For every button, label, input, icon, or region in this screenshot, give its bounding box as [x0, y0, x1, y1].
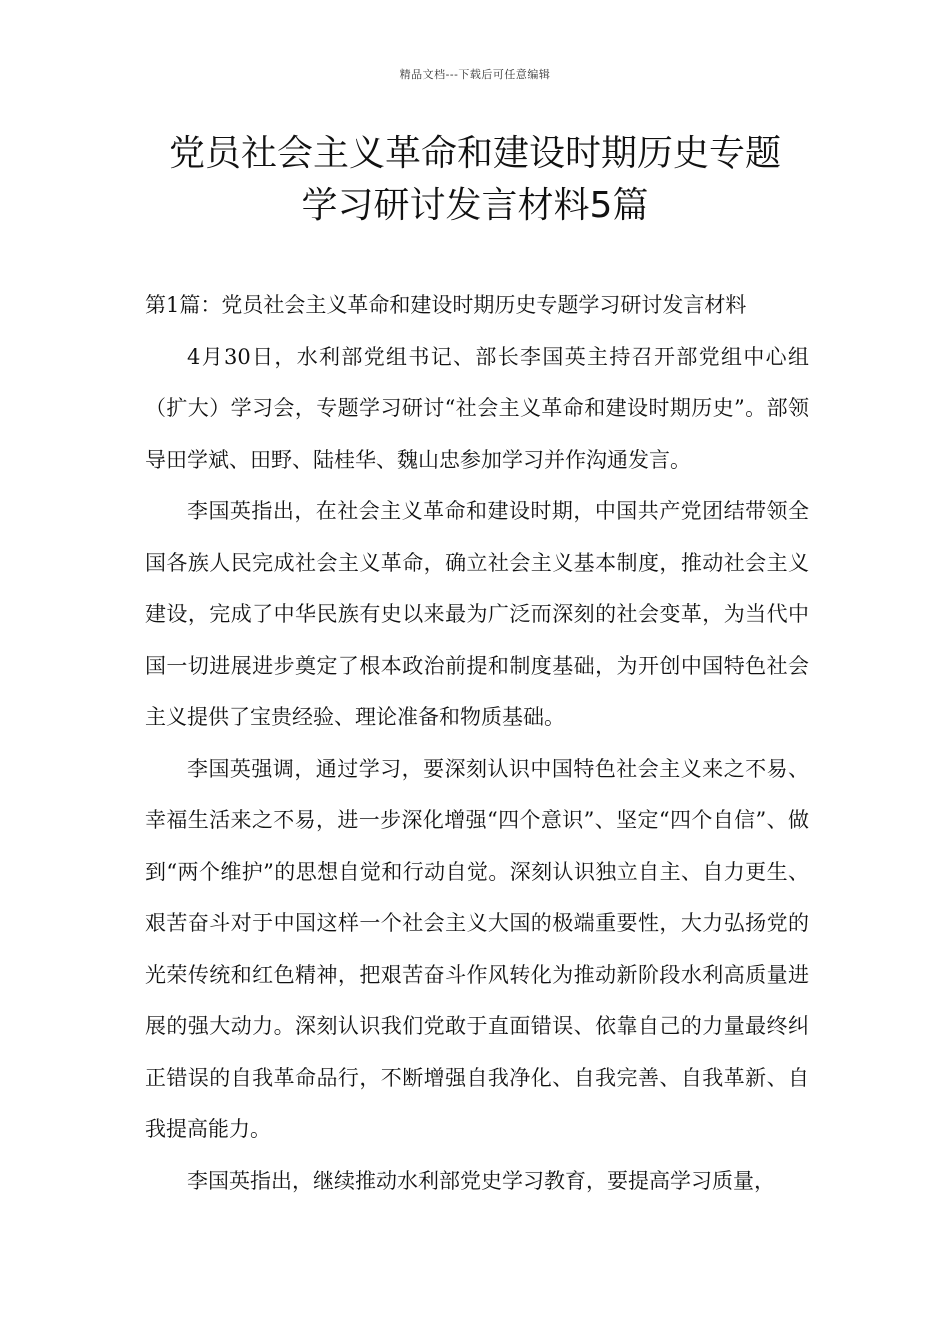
body-paragraph: 李国英指出，继续推动水利部党史学习教育，要提高学习质量，	[187, 1168, 775, 1193]
section-heading: 第1篇：党员社会主义革命和建设时期历史专题学习研讨发言材料	[145, 293, 747, 317]
page-header-note: 精品文档---下载后可任意编辑	[399, 68, 551, 81]
body-paragraph: 李国英指出，在社会主义革命和建设时期，中国共产党团结带领全国各族人民完成社会主义革命，确立社会主义基本制度，推动社会主义建设，完成了中华民族有史以来最为广泛而深刻的社会变革，为当代中国一切进展进步奠定了根本政治前提和制度基础，为开创中国特色社会主义提供了宝贵经验、理论准备和物质基础。	[145, 499, 809, 729]
document-title-line-2: 学习研讨发言材料5篇	[301, 185, 649, 226]
document-title-line-1: 党员社会主义革命和建设时期历史专题	[168, 133, 781, 174]
body-paragraph: 4月30日，水利部党组书记、部长李国英主持召开部党组中心组（扩大）学习会，专题学习研讨“社会主义革命和建设时期历史”。部领导田学斌、田野、陆桂华、魏山忠参加学习并作沟通发言。	[145, 344, 809, 472]
document-title	[0, 128, 950, 232]
document-body	[145, 280, 809, 1207]
body-paragraph: 李国英强调，通过学习，要深刻认识中国特色社会主义来之不易、幸福生活来之不易，进一步深化增强“四个意识”、坚定“四个自信”、做到“两个维护”的思想自觉和行动自觉。深刻认识独立自主、自力更生、艰苦奋斗对于中国这样一个社会主义大国的极端重要性，大力弘扬党的光荣传统和红色精神，把艰苦奋斗作风转化为推动新阶段水利高质量进展的强大动力。深刻认识我们党敢于直面错误、依靠自己的力量最终纠正错误的自我革命品行，不断增强自我净化、自我完善、自我革新、自我提高能力。	[145, 756, 809, 1141]
